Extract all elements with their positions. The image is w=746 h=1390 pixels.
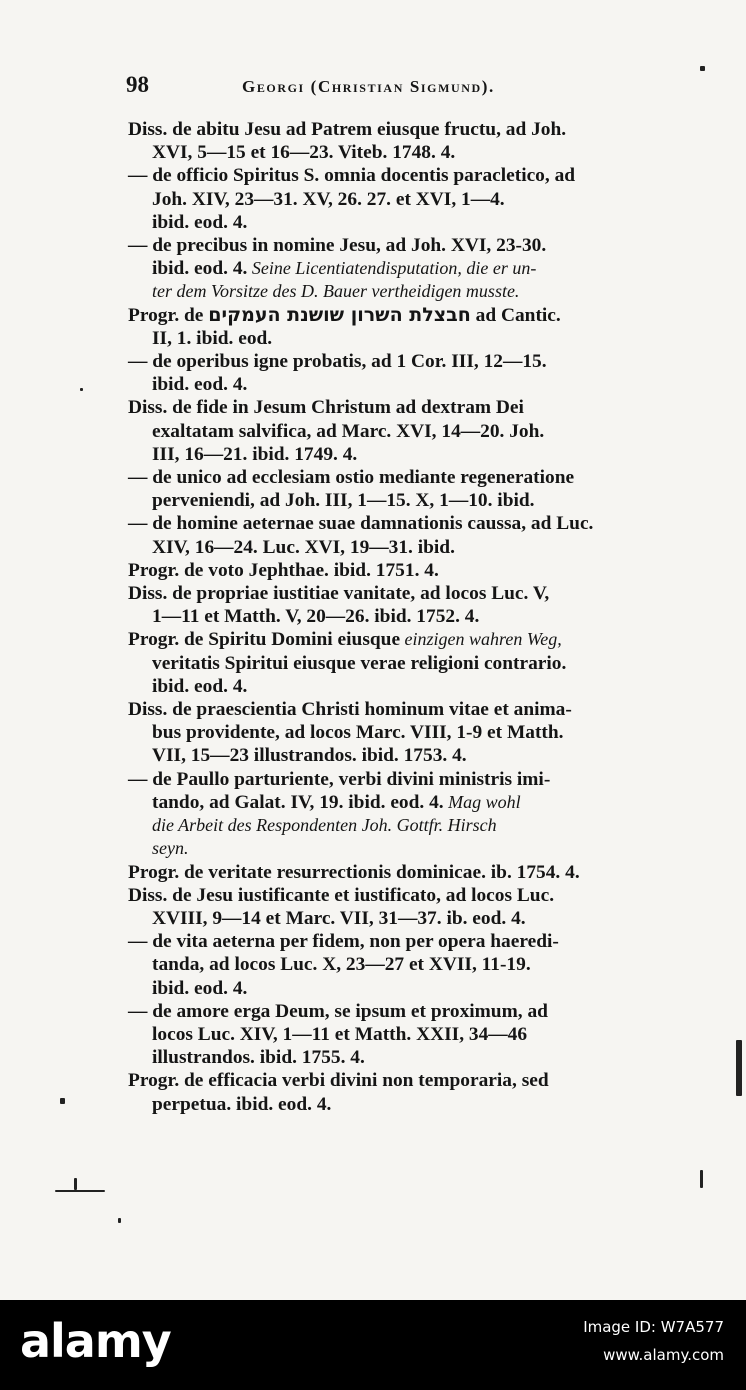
entry-line: illustrandos. ibid. 1755. 4. [152,1047,365,1069]
hebrew-title: חבצלת השרון שושנת העמקים [208,303,471,326]
scan-speck [736,1040,742,1096]
entry-line: Diss. de propriae iustitiae vanitate, ad locos Luc. V, [128,583,550,605]
scan-speck [700,1170,703,1188]
italic-note-line: ter dem Vorsitze des D. Bauer vertheidigen musste. [152,281,520,302]
entry-line: — de precibus in nomine Jesu, ad Joh. XVI, 23-30. [128,235,547,257]
bibliography-entry [128,234,708,304]
entry-line: — de homine aeternae suae damnationis caussa, ad Luc. [128,513,594,535]
entry-line: — de vita aeterna per fidem, non per opera haeredi- [128,931,559,953]
bibliography-entry [128,466,708,512]
entry-line: bus providente, ad locos Marc. VIII, 1-9 et Matth. [152,722,564,744]
bibliography-entry [128,861,708,884]
bibliography-entry [128,1069,708,1115]
entry-line: tanda, ad locos Luc. X, 23—27 et XVII, 11-19. [152,954,531,976]
entry-line: XVIII, 9—14 et Marc. VII, 31—37. ib. eod. 4. [152,907,526,929]
entry-line: perpetua. ibid. eod. 4. [152,1093,332,1115]
entry-suffix: ad Cantic. [470,304,561,326]
scan-speck [118,1218,121,1223]
bibliography-entry [128,884,708,930]
entry-line: Progr. de efficacia verbi divini non temporaria, sed [128,1070,549,1092]
entry-line: XIV, 16—24. Luc. XVI, 19—31. ibid. [152,536,455,558]
entry-line: perveniendi, ad Joh. III, 1—15. X, 1—10. ibid. [152,490,535,512]
site-url: www.alamy.com [603,1346,724,1364]
running-title: Georgi (Christian Sigmund). [242,77,495,96]
bibliography-entry [128,768,708,861]
bibliography-entry [128,582,708,628]
entry-line: 1—11 et Matth. V, 20—26. ibid. 1752. 4. [152,606,480,628]
bibliography-entry [128,304,708,350]
scan-speck [55,1190,105,1192]
entry-line: ibid. eod. 4. [152,211,248,233]
entry-line: III, 16—21. ibid. 1749. 4. [152,443,358,465]
entry-line: — de unico ad ecclesiam ostio mediante regeneratione [128,467,575,489]
italic-note-line: seyn. [152,838,189,859]
entry-line: XVI, 5—15 et 16—23. Viteb. 1748. 4. [152,142,456,164]
entry-line: Diss. de fide in Jesum Christum ad dextram Dei [128,397,524,419]
italic-note: Mag wohl [443,791,521,812]
entry-line: Progr. de Spiritu Domini eiusque einzigen wahren Weg, [128,629,562,651]
italic-note: Seine Licentiatendisputation, die er un- [247,258,537,279]
bibliography-entry [128,350,708,396]
entry-line: VII, 15—23 illustrandos. ibid. 1753. 4. [152,745,467,767]
entry-line: exaltatam salvifica, ad Marc. XVI, 14—20. Joh. [152,420,545,442]
page-number: 98 [126,72,149,97]
bibliography-entry [128,512,708,558]
scan-speck [60,1098,65,1104]
scan-speck [74,1178,77,1190]
bibliography-entry [128,559,708,582]
scan-speck [80,388,83,391]
italic-note: einzigen wahren Weg, [400,629,562,650]
italic-note-line: die Arbeit des Respondenten Joh. Gottfr. Hirsch [152,815,497,836]
bibliography-entry [128,1000,708,1070]
entry-line: ibid. eod. 4. [152,977,248,999]
watermark-footer [0,1300,746,1390]
bibliography-entry [128,164,708,234]
bibliography-list [128,118,708,1116]
entry-line: veritatis Spiritui eiusque verae religioni contrario. [152,652,567,674]
image-id-label: Image ID: W7A577 [583,1318,724,1336]
alamy-logo: alamy [20,1314,171,1368]
entry-line [128,304,708,327]
bibliography-entry [128,118,708,164]
entry-line: Diss. de abitu Jesu ad Patrem eiusque fructu, ad Joh. [128,119,567,140]
bibliography-entry [128,698,708,768]
entry-line: — de amore erga Deum, se ipsum et proximum, ad [128,1000,548,1022]
bibliography-entry [128,396,708,466]
entry-line: Progr. de voto Jephthae. ibid. 1751. 4. [128,559,439,581]
entry-line: ibid. eod. 4. [152,374,248,396]
entry-line: — de operibus igne probatis, ad 1 Cor. III, 12—15. [128,351,547,373]
entry-line: — de Paullo parturiente, verbi divini ministris imi- [128,768,551,790]
entry-line: Joh. XIV, 23—31. XV, 26. 27. et XVI, 1—4. [152,188,505,210]
entry-line: tando, ad Galat. IV, 19. ibid. eod. 4. Mag wohl [152,791,521,813]
scan-speck [700,66,705,71]
entry-line: Progr. de veritate resurrectionis dominicae. ib. 1754. 4. [128,861,580,883]
entry-line: ibid. eod. 4. Seine Licentiatendisputation, die er un- [152,258,537,280]
entry-line: II, 1. ibid. eod. [152,327,273,349]
entry-line: Diss. de praescientia Christi hominum vitae et anima- [128,699,572,721]
page-header [126,72,716,104]
entry-line: — de officio Spiritus S. omnia docentis paracletico, ad [128,165,576,187]
bibliography-entry [128,628,708,698]
bibliography-entry [128,930,708,1000]
entry-line: ibid. eod. 4. [152,675,248,697]
entry-prefix: Progr. de [128,304,209,326]
entry-line: Diss. de Jesu iustificante et iustificato, ad locos Luc. [128,884,555,906]
entry-line: locos Luc. XIV, 1—11 et Matth. XXII, 34—46 [152,1023,528,1045]
